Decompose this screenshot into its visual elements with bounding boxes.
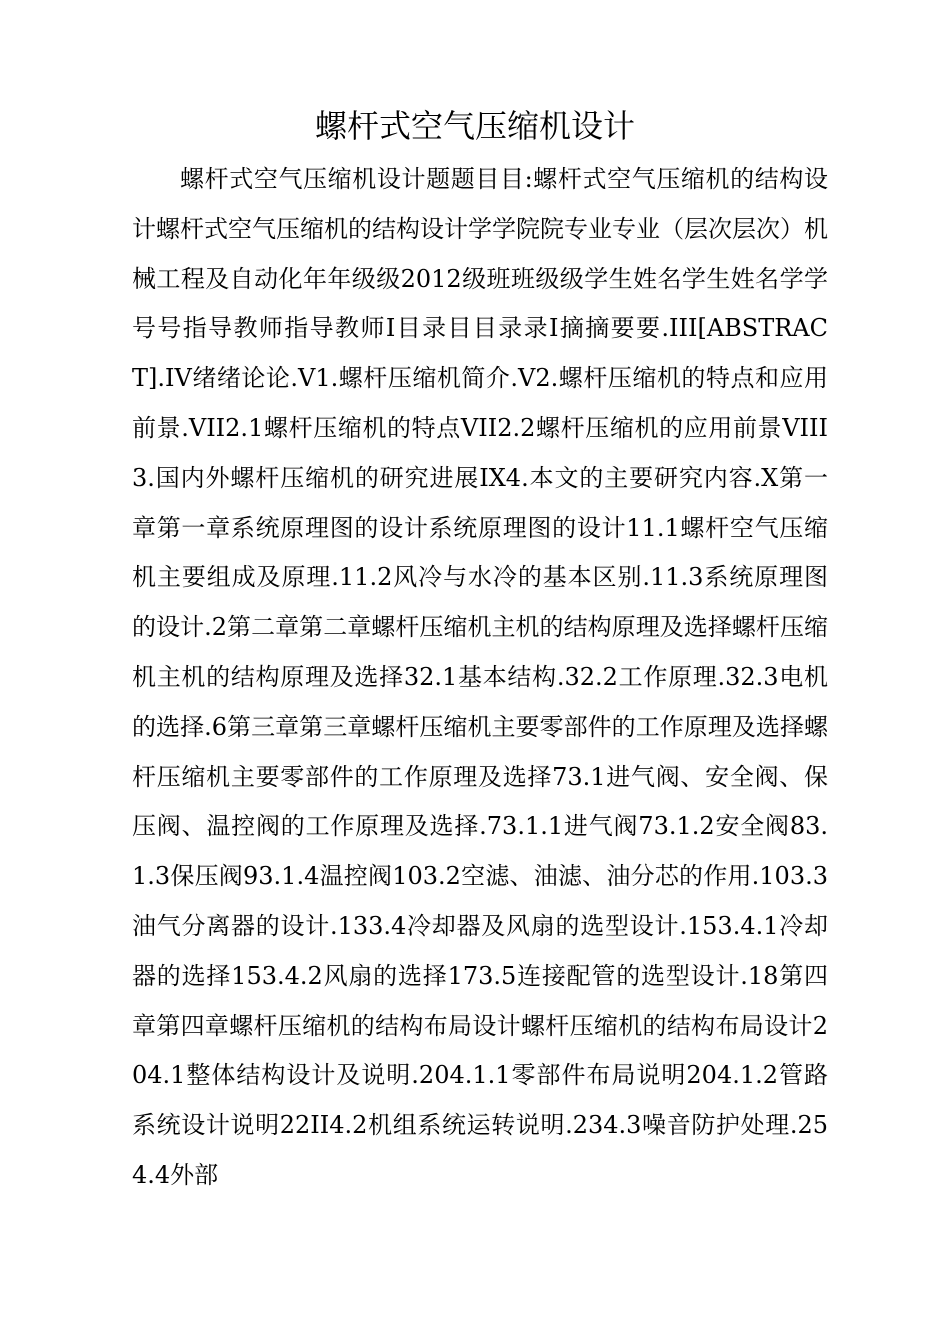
document-title: 螺杆式空气压缩机设计 <box>314 107 635 145</box>
document-body-text: 螺杆式空气压缩机设计题题目目:螺杆式空气压缩机的结构设计螺杆式空气压缩机的结构设计学学院院专业专业（层次层次）机械工程及自动化年年级级2012级班班级级学生姓名学生姓名学学号号指导教师指导教师I目录目目录录I摘摘要要.III[ABSTRACT].IV绪绪论论.V1.螺杆压缩机简介.V2.螺杆压缩机的特点和应用前景.VII2.1螺杆压缩机的特点VII2.2螺杆压缩机的应用前景VIII3.国内外螺杆压缩机的研究进展IX4.本文的主要研究内容.X第一章第一章系统原理图的设计系统原理图的设计11.1螺杆空气压缩机主要组成及原理.11.2风冷与水冷的基本区别.11.3系统原理图的设计.2第二章第二章螺杆压缩机主机的结构原理及选择螺杆压缩机主机的结构原理及选择32.1基本结构.32.2工作原理.32.3电机的选择.6第三章第三章螺杆压缩机主要零部件的工作原理及选择螺杆压缩机主要零部件的工作原理及选择73.1进气阀、安全阀、保压阀、温控阀的工作原理及选择.73.1.1进气阀73.1.2安全阀83.1.3保压阀93.1.4温控阀103.2空滤、油滤、油分芯的作用.103.3油气分离器的设计.133.4冷却器及风扇的选型设计.153.4.1冷却器的选择153.4.2风扇的选择173.5连接配管的选型设计.18第四章第四章螺杆压缩机的结构布局设计螺杆压缩机的结构布局设计204.1整体结构设计及说明.204.1.1零部件布局说明204.1.2管路系统设计说明22II4.2机组系统运转说明.234.3噪音防护处理.254.4外部 <box>132 165 828 1189</box>
